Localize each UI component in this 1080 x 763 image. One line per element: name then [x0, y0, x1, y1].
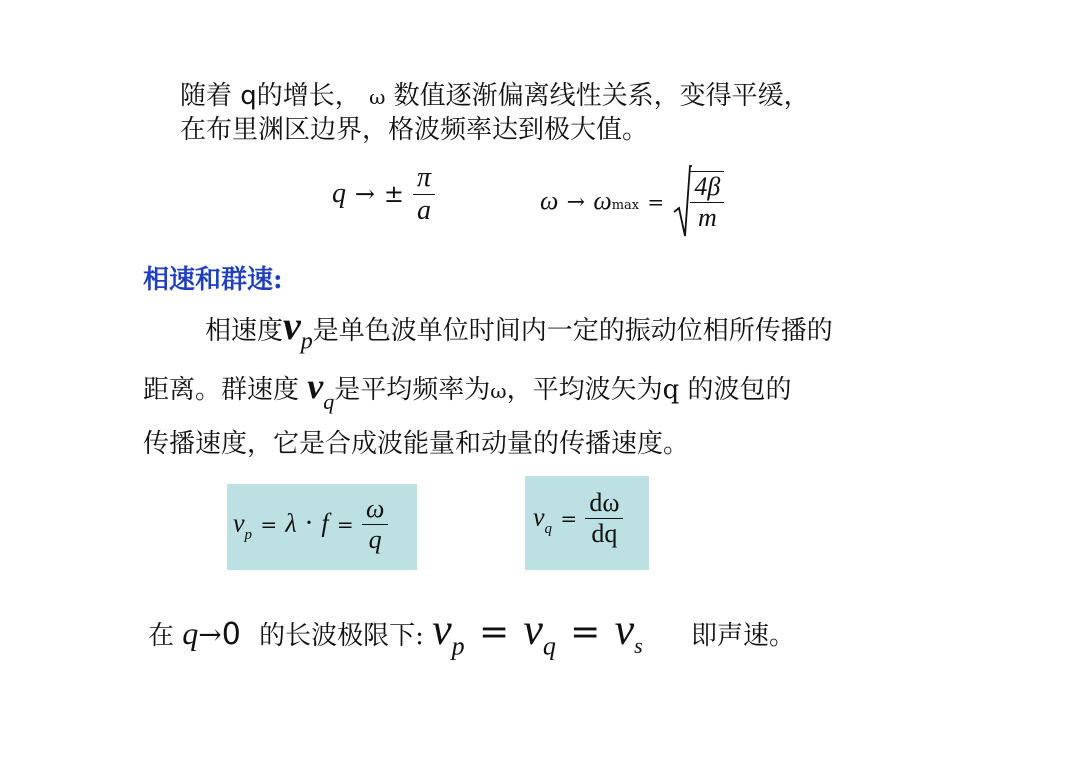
para-text: 是单色波单位时间内一定的振动位相所传播的: [312, 316, 833, 346]
arrow: →: [566, 190, 586, 215]
group-velocity-formula: [533, 488, 623, 549]
q: q: [182, 615, 199, 651]
group-velocity-v: v: [307, 366, 324, 406]
last-text: 即声速。: [690, 621, 795, 651]
long-wave-limit-line: [148, 604, 795, 661]
omega-symbol: ω: [369, 85, 386, 109]
dot: ·: [304, 508, 314, 539]
section-heading: 相速和群速:: [143, 265, 283, 295]
subscript-q: q: [542, 631, 556, 661]
intro-text: 随着: [180, 81, 233, 111]
boundary-equation-q: [332, 162, 435, 227]
subscript-p: p: [451, 631, 465, 661]
para-text: 是平均频率为: [334, 375, 491, 405]
sqrt-expression: [672, 162, 724, 242]
v: v: [233, 508, 245, 538]
v: v: [533, 502, 545, 532]
subscript-q: q: [544, 521, 553, 537]
numerator-domega: dω: [589, 488, 620, 517]
intro-text: 的增长，: [256, 81, 361, 111]
subscript-q: q: [323, 389, 335, 414]
phase-velocity-formula-box: [227, 484, 417, 570]
v: v: [614, 605, 635, 654]
fraction-pi-over-a: [413, 162, 435, 227]
last-text: 在: [148, 621, 175, 651]
v: v: [432, 605, 452, 654]
equals: =: [260, 512, 278, 537]
para-line-2: [143, 366, 792, 418]
denominator-a: a: [413, 194, 435, 227]
para-line-3: 传播速度，它是合成波能量和动量的传播速度。: [143, 429, 690, 459]
intro-line-1: [180, 80, 810, 113]
intro-text: 数值逐渐偏离线性关系，变得平缓，: [393, 81, 810, 111]
last-text: 的长波极限下:: [259, 621, 424, 651]
para-line-1: [205, 303, 833, 358]
phase-velocity-v: v: [283, 303, 301, 348]
plus-minus: ±: [383, 180, 405, 208]
intro-line-2: 在布里渊区边界，格波频率达到极大值。: [180, 115, 649, 145]
group-velocity-formula-box: [525, 476, 649, 570]
omega-symbol: ω: [490, 379, 507, 403]
denominator-m: m: [690, 202, 724, 233]
subscript-p: p: [300, 328, 313, 355]
boundary-equation-omega: [540, 162, 724, 242]
fraction-domega-over-dq: [585, 488, 623, 549]
arrow: →: [354, 180, 376, 208]
wavevector-q: q: [662, 375, 680, 405]
subscript-max: max: [611, 198, 640, 213]
eq-omega: ω: [540, 186, 559, 215]
subscript-s: s: [634, 632, 643, 658]
zero: 0: [221, 617, 241, 652]
equals: =: [647, 190, 665, 214]
equals: =: [336, 512, 354, 537]
sqrt-sign: [672, 162, 692, 242]
denominator-q: q: [362, 524, 388, 555]
eq-q: q: [332, 178, 346, 209]
f: f: [321, 508, 329, 538]
v: v: [523, 605, 543, 654]
para-text: 距离。群速度: [143, 375, 300, 405]
numerator-4beta: 4β: [694, 172, 721, 201]
lambda: λ: [285, 508, 297, 538]
para-text: 的波包的: [687, 375, 792, 405]
fraction-omega-over-q: [362, 494, 388, 555]
para-text: 相速度: [205, 316, 284, 346]
wavevector-q: q: [240, 81, 257, 111]
phase-velocity-formula: [233, 494, 388, 555]
para-text: ，平均波矢为: [506, 375, 663, 405]
numerator-omega: ω: [365, 494, 385, 523]
equals: =: [478, 612, 510, 653]
numerator-pi: π: [416, 162, 431, 193]
denominator-dq: dq: [585, 518, 623, 549]
equals: =: [570, 612, 601, 653]
fraction-4beta-over-m: [690, 171, 724, 233]
equals: =: [560, 506, 578, 531]
subscript-p: p: [244, 527, 253, 543]
arrow: →: [198, 618, 222, 651]
omega-max: ω: [593, 186, 612, 215]
